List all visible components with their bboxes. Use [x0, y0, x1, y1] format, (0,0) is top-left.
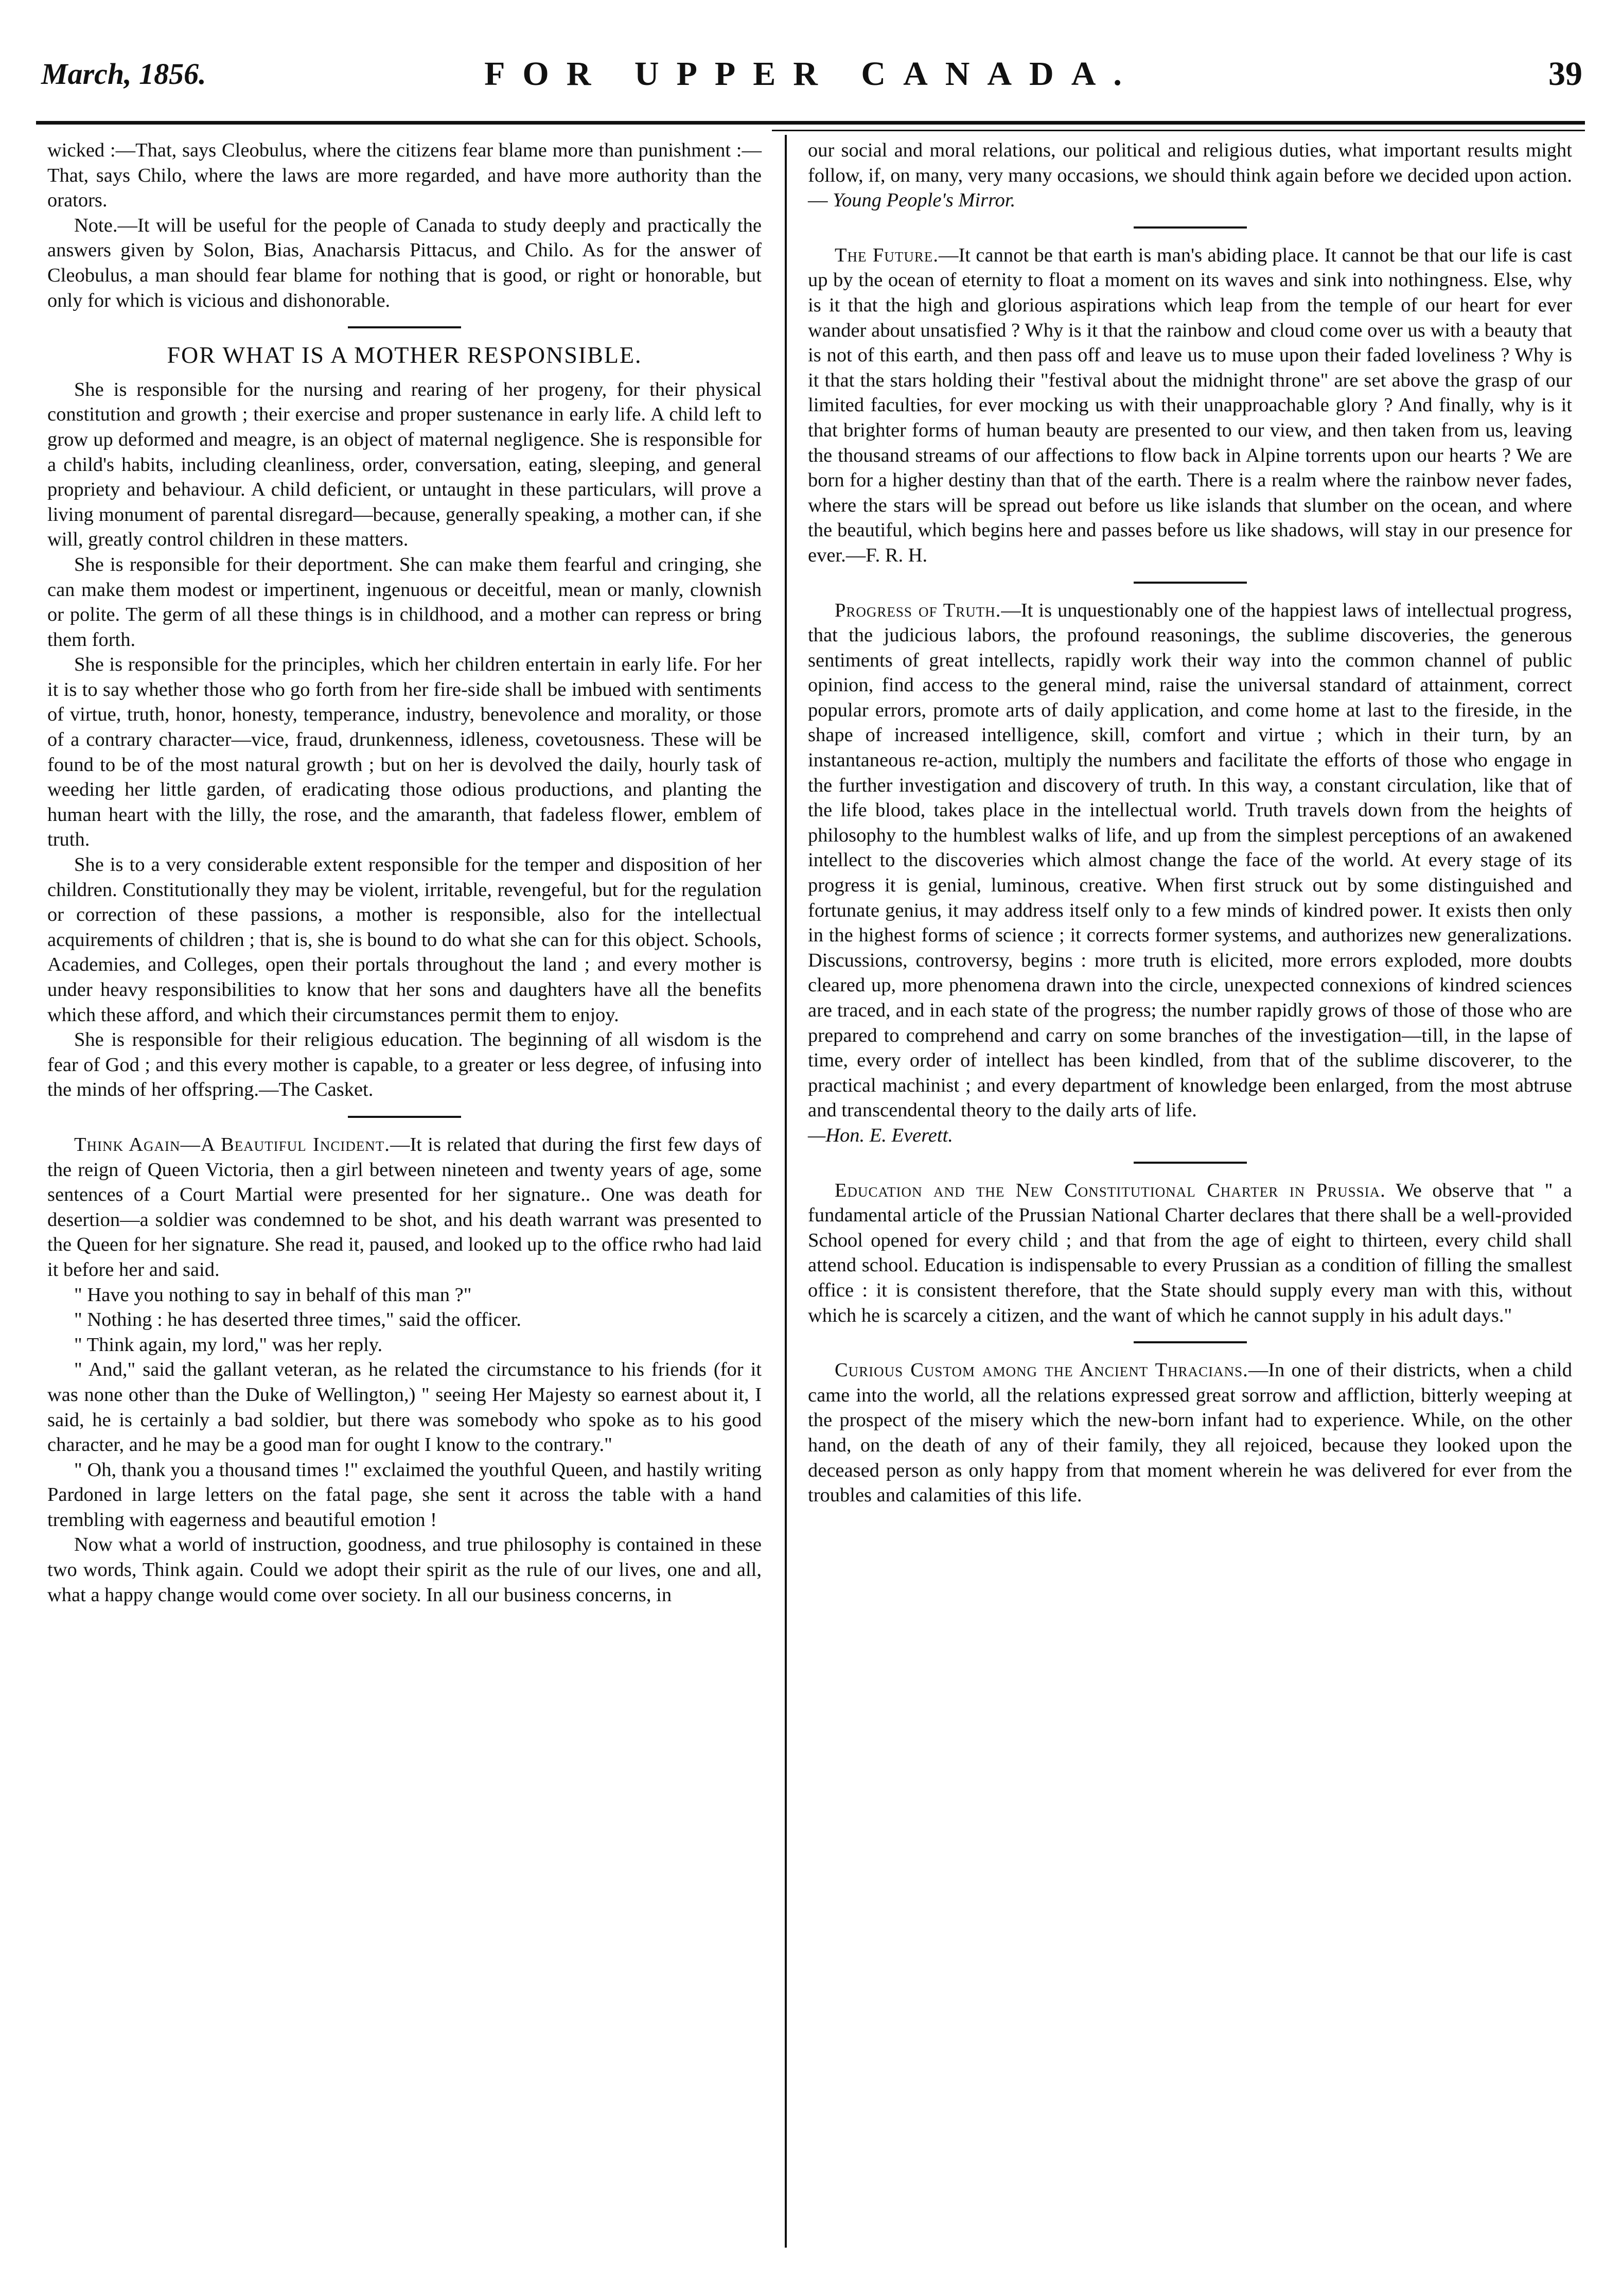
custom-heading: Curious Custom among the Ancient Thracians. [835, 1359, 1248, 1381]
progress-source: —Hon. E. Everett. [808, 1124, 953, 1146]
think-again-conclusion: Now what a world of instruction, goodness, and true philosophy is contained in these two words, Think again. Could we adopt their spirit as the rule of our lives, one and all, what a happy change would come over society. In all our business concerns, in [47, 1534, 762, 1606]
dialogue-line: " Have you nothing to say in behalf of this man ?" [74, 1284, 472, 1306]
mother-paragraph: She is to a very considerable extent responsible for the temper and disposition of her children. Constitutionally they may be violent, irritable, revengeful, but for the regulation or correction of these passions, a mother is responsible, also for the intellectual acquirements of children ; that is, she is bound to do what she can for this object. Schools, Academies, and Colleges, open their portals throughout the land ; and every mother is under heavy responsibilities to know that her sons and daughters have all the benefits which these afford, and which their circumstances permit them to enjoy. [47, 854, 762, 1026]
progress-text: —It is unquestionably one of the happiest laws of intellectual progress, that the judicious labors, the profound reasonings, the sublime discoveries, the generous sentiments of great intellects, rapidly work their way into the common channel of public opinion, find access to the general mind, raise the universal standard of attainment, correct popular errors, promote arts of daily application, and come home at last to the fireside, in the shape of increased intelligence, skill, comfort and virtue ; which in their turn, by an instantaneous re-action, multiply the numbers and facilitate the efforts of those who engage in the further investigation and discovery of truth. In this way, a constant circulation, like that of the life blood, takes place in the intellectual world. Truth travels down from the heights of philosophy to the humblest walks of life, and up from the simplest perceptions of an awakened intellect to the discoveries which almost change the face of the world. At every stage of its progress it is genial, luminous, creative. When first struck out by some distinguished and fortunate genius, it may address itself only to a few minds of kindred power. It exists then only in the highest forms of science ; it corrects former systems, and authorizes new generalizations. Discussions, controversy, begins : more truth is elicited, more errors exploded, more doubts cleared up, more phenomena drawn into the circle, unexpected connexions of kindred sciences are traced, and in each state of the progress; the number rapidly grows of those of those who are prepared to comprehend and carry on some branches of the investigation—till, in the lapse of time, every order of intellect has been kindled, from that of the sublime discoverer, to the practical machinist ; and every department of knowledge been enlarged, from the most abtruse and transcendental theory to the daily arts of life. [808, 599, 1572, 1121]
issue-date: March, 1856. [41, 57, 206, 91]
dialogue-line: " Think again, my lord," was her reply. [74, 1334, 383, 1356]
header-rule [36, 121, 1585, 125]
custom-paragraph [808, 1358, 1572, 1508]
future-heading: The Future. [835, 244, 939, 266]
page-number: 39 [1548, 55, 1582, 93]
dialogue-line: " Oh, thank you a thousand times !" exclaimed the youthful Queen, and hastily writing Pardoned in large letters on the fatal page, she sent it across the table with a hand trembling with eagerness and beautiful emotion ! [47, 1459, 762, 1531]
section-separator [1134, 1162, 1247, 1164]
note-paragraph: Note.—It will be useful for the people of Canada to study deeply and practically the answers given by Solon, Bias, Anacharsis Pittacus, and Chilo. As for the answer of Cleobulus, a man should fear blame for nothing that is good, or right or honorable, but only for which is vicious and dishonorable. [47, 214, 762, 311]
mother-paragraph: She is responsible for their deportment. She can make them fearful and cringing, she can make them modest or impertinent, ingenuous or deceitful, mean or manly, clownish or polite. The germ of all these things is in childhood, and a mother can repress or bring them forth. [47, 553, 762, 651]
section-separator [348, 1116, 461, 1118]
mother-paragraph: She is responsible for the nursing and rearing of her progeny, for their physical constitution and growth ; their exercise and proper sustenance in early life. A child left to grow up deformed and meagre, is an object of maternal negligence. She is responsible for a child's habits, including cleanliness, order, conversation, eating, sleeping, and general propriety and behaviour. A child deficient, or untaught in these particulars, will prove a living monument of parental disregard—because, generally speaking, a mother can, if she will, greatly control children in these matters. [47, 378, 762, 551]
think-again-text: —It is related that during the first few days of the reign of Queen Victoria, then a girl between nineteen and twenty years of age, some sentences of a Court Martial were presented for her signature.. One was death for desertion—a soldier was condemned to be shot, and his death warrant was presented to the Queen for her signature. She read it, paused, and looked up to the office rwho had laid it before her and said. [47, 1133, 762, 1281]
section-separator [1134, 1341, 1247, 1343]
section-separator [348, 326, 461, 328]
mother-article-title: FOR WHAT IS A MOTHER RESPONSIBLE. [167, 342, 642, 369]
running-title: FOR UPPER CANADA. [484, 55, 1139, 93]
think-again-source: Young People's Mirror. [833, 189, 1016, 212]
think-again-continuation-text: our social and moral relations, our political and religious duties, what important results might follow, if, on many, very many occasions, we should think again before we decided upon action.— [808, 139, 1572, 212]
left-column [47, 138, 762, 1607]
progress-paragraph [808, 598, 1572, 1123]
progress-heading: Progress of Truth. [835, 599, 1001, 621]
education-text: We observe that " a fundamental article of the Prussian National Charter declares that there shall be a well-provided School opened for every child ; and that from the age of eight to thirteen, every child shall attend school. Education is indispensable to every Prussian as a condition of filling the smallest office : it is consistent therefore, that the State should supply every man with this, without which he is scarcely a citizen, and the want of which he cannot supply in his adult days." [808, 1179, 1573, 1326]
mother-paragraph: She is responsible for the principles, which her children entertain in early life. For her it is to say whether those who go forth from her fire-side shall be imbued with sentiments of virtue, truth, honor, honesty, temperance, industry, benevolence and morality, or those of a contrary character—vice, fraud, drunkenness, idleness, covetousness. These will be found to be of the most natural growth ; but on her is devolved the daily, hourly task of weeding her little garden, of eradicating those odious productions, and planting the human heart with the lilly, the rose, and the amaranth, that fadeless flower, emblem of truth. [47, 654, 762, 851]
mother-paragraph: She is responsible for their religious education. The beginning of all wisdom is the fear of God ; and this every mother is capable, to a greater or less degree, of infusing into the minds of her offspring.—The Casket. [47, 1029, 762, 1101]
future-paragraph [808, 243, 1572, 568]
future-text: —It cannot be that earth is man's abiding place. It cannot be that our life is cast up by the ocean of eternity to float a moment on its waves and sink into nothingness. Else, why is it that the high and glorious aspirations which leap from the temple of our heart for ever wander about unsatisfied ? Why is it that the rainbow and cloud come over us with a beauty that is not of this earth, and then pass off and leave us to muse upon their faded loveliness ? Why is it that the stars holding their "festival about the midnight throne" are set above the grasp of our limited faculties, for ever mocking us with their unapproachable glory ? And finally, why is it that brighter forms of human beauty are presented to our view, and then taken from us, leaving the thousand streams of our affections to flow back in Alpine torrents upon our hearts ? We are born for a higher destiny than that of the earth. There is a realm where the rainbow never fades, where the stars will be spread out before us like islands that slumber on the ocean, and where the beautiful, which begins here and passes before us like shadows, will stay in our presence for ever.—F. R. H. [808, 244, 1572, 566]
think-again-continuation [808, 138, 1572, 213]
dialogue-line: " And," said the gallant veteran, as he related the circumstance to his friends (for it was none other than the Duke of Wellington,) " seeing Her Majesty so earnest about it, I said, he is certainly a bad soldier, but there was somebody who spoke as to his good character, and he may be a good man for ought I know to the contrary." [47, 1359, 762, 1456]
header-rule-secondary [772, 130, 1585, 131]
section-separator [1134, 226, 1247, 229]
right-column [808, 138, 1572, 1508]
intro-paragraph: wicked :—That, says Cleobulus, where the citizens fear blame more than punishment :—That, says Chilo, where the laws are more regarded, and have more authority than the orators. [47, 139, 762, 212]
column-divider [785, 135, 787, 2248]
think-again-heading: Think Again—A Beautiful Incident. [74, 1133, 390, 1155]
education-paragraph [808, 1178, 1572, 1328]
section-separator [1134, 582, 1247, 584]
think-again-paragraph [47, 1132, 762, 1283]
dialogue-line: " Nothing : he has deserted three times," said the officer. [74, 1309, 521, 1331]
page-header [41, 21, 1582, 98]
custom-text: —In one of their districts, when a child came into the world, all the relations expressed great sorrow and affliction, bitterly weeping at the prospect of the misery which the new-born infant had to experience. While, on the other hand, on the death of any of their family, they all rejoiced, because they looked upon the deceased person as only happy from that moment wherein he was delivered for ever from the troubles and calamities of this life. [808, 1359, 1573, 1506]
education-heading: Education and the New Constitutional Charter in Prussia. [835, 1179, 1386, 1201]
